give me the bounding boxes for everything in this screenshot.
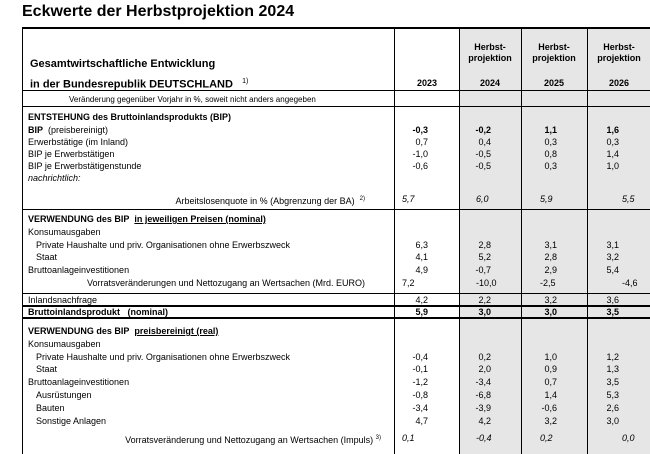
table-row: Inlandsnachfrage 4,2 2,2 3,2 3,6 xyxy=(28,295,619,305)
projection-table xyxy=(22,29,650,454)
table-row: Konsumausgaben xyxy=(28,227,101,237)
table-row: Staat 4,1 5,2 2,8 3,2 xyxy=(36,252,619,262)
table-row: Private Haushalte und priv. Organisationen ohne Erwerbszweck 6,3 2,8 3,1 3,1 xyxy=(36,240,619,250)
page-title: Eckwerte der Herbstprojektion 2024 xyxy=(22,3,295,20)
column-label-2024: Herbst- projektion xyxy=(468,42,512,63)
column-year-2024: 2024 xyxy=(479,78,501,88)
section-rule xyxy=(22,209,650,210)
table-row: Ausrüstungen -0,8 -6,8 1,4 5,3 xyxy=(36,390,619,400)
table-row: Erwerbstätige (im Inland) 0,7 0,4 0,3 0,3 xyxy=(28,137,619,147)
section-title-verwendung-real: VERWENDUNG des BIP preisbereinigt (real) xyxy=(28,326,219,336)
column-year-2025: 2025 xyxy=(543,78,565,88)
table-row: nachrichtlich: xyxy=(28,173,81,183)
table-note: Veränderung gegenüber Vorjahr in %, soweit nicht anders angegeben xyxy=(69,95,316,104)
footnote-marker: 3) xyxy=(375,435,381,441)
note-rule xyxy=(22,106,650,107)
table-row: Bruttoinlandsprodukt (nominal) 5,9 3,0 3,0 3,5 xyxy=(28,307,619,317)
table-row: Vorratsveränderungen und Nettozugang an Wertsachen (Mrd. EURO) 7,2 -10,0 -2,5 -4,6 xyxy=(87,278,638,288)
footnote-marker: 1) xyxy=(242,78,249,85)
footnote-marker: 2) xyxy=(359,196,365,202)
column-year-2023: 2023 xyxy=(416,78,438,88)
table-heading xyxy=(30,56,248,94)
column-year-2026: 2026 xyxy=(608,78,630,88)
section-title-entstehung: ENTSTEHUNG des Bruttoinlandsprodukts (BIP) xyxy=(28,112,232,122)
table-row: Bruttoanlageinvestitionen -1,2 -3,4 0,7 3,5 xyxy=(28,377,619,387)
table-row: Sonstige Anlagen 4,7 4,2 3,2 3,0 xyxy=(36,416,619,426)
column-label-2025: Herbst- projektion xyxy=(532,42,576,63)
table-row: BIP je Erwerbstätigenstunde -0,6 -0,5 0,3 1,0 xyxy=(28,161,619,171)
table-heading-line1: Gesamtwirtschaftliche Entwicklung xyxy=(30,58,216,70)
table-row: Private Haushalte und priv. Organisationen ohne Erwerbszweck -0,4 0,2 1,0 1,2 xyxy=(36,352,619,362)
table-row: Bruttoanlageinvestitionen 4,9 -0,7 2,9 5,4 xyxy=(28,265,619,275)
table-row: Konsumausgaben xyxy=(28,339,101,349)
section-title-verwendung-nominal: VERWENDUNG des BIP in jeweiligen Preisen (nominal) xyxy=(28,214,266,224)
table-heading-line2: in der Bundesrepublik DEUTSCHLAND $^{1)}$ xyxy=(30,78,249,91)
column-label-2026: Herbst- projektion xyxy=(597,42,641,63)
table-row: Bauten -3,4 -3,9 -0,6 2,6 xyxy=(36,403,619,413)
table-row: BIP (preisbereinigt) -0,3 -0,2 1,1 1,6 xyxy=(28,125,619,135)
table-row: Vorratsveränderung und Nettozugang an Wertsachen (Impuls) $^{3)}$ 0,1 -0,4 0,2 0,0 xyxy=(125,433,635,445)
table-row: Staat -0,1 2,0 0,9 1,3 xyxy=(36,364,619,374)
table-row: BIP je Erwerbstätigen -1,0 -0,5 0,8 1,4 xyxy=(28,149,619,159)
table-row: Arbeitslosenquote in % (Abgrenzung der BA) $^{2)}$ 5,7 6,0 5,9 5,5 xyxy=(175,194,635,206)
